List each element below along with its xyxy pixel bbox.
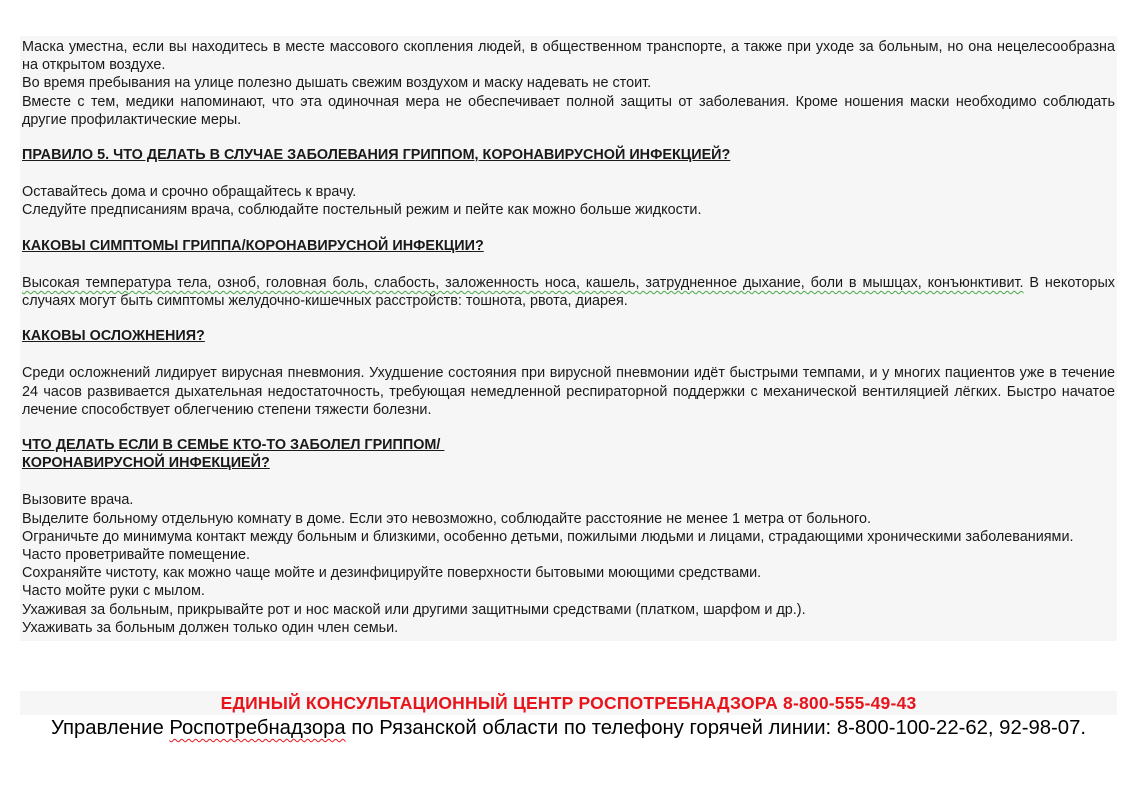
family-item: Вызовите врача.: [22, 492, 134, 509]
hotline-agency-name: Роспотребнадзора: [169, 717, 346, 739]
complications-heading: КАКОВЫ ОСЛОЖНЕНИЯ?: [22, 328, 205, 345]
intro-paragraph-2: Во время пребывания на улице полезно дышать свежим воздухом и маску надевать не стоит.: [22, 75, 652, 92]
symptoms-extra-text: В некоторых случаях могут быть симптомы желудочно-кишечных расстройств: тошнота, рвота, диарея.: [22, 274, 1115, 310]
hotline-suffix: по Рязанской области по телефону горячей линии: 8-800-100-22-62, 92-98-07.: [345, 717, 1087, 739]
family-item: Выделите больному отдельную комнату в доме. Если это невозможно, соблюдайте расстояние не менее 1 метра от больного.: [22, 510, 871, 527]
family-item: Ограничьте до минимума контакт между больным и близкими, особенно детьми, пожилыми людьми и лицами, страдающими хроническими заболеваниями.: [22, 528, 1074, 545]
rule5-paragraph-1: Оставайтесь дома и срочно обращайтесь к врачу.: [22, 184, 357, 201]
family-item: Сохраняйте чистоту, как можно чаще мойте и дезинфицируйте поверхности бытовыми моющими средствами.: [22, 565, 762, 582]
family-item: Ухаживать за больным должен только один член семьи.: [22, 619, 399, 636]
footer: [20, 691, 1117, 741]
family-heading-line-2: КОРОНАВИРУСНОЙ ИНФЕКЦИЕЙ?: [22, 455, 270, 472]
rule5-heading: ПРАВИЛО 5. ЧТО ДЕЛАТЬ В СЛУЧАЕ ЗАБОЛЕВАНИЯ ГРИППОМ, КОРОНАВИРУСНОЙ ИНФЕКЦИЕЙ?: [22, 147, 731, 164]
family-item: Ухаживая за больным, прикрывайте рот и нос маской или другими защитными средствами (платком, шарфом и др.).: [22, 601, 806, 618]
symptoms-list-text: Высокая температура тела, озноб, головная боль, слабость, заложенность носа, кашель, затрудненное дыхание, боли в мышцах, конъюнктивит.: [22, 274, 1024, 291]
symptoms-paragraph: [22, 274, 1115, 310]
family-item: Часто мойте руки с мылом.: [22, 583, 205, 600]
intro-paragraph-3: Вместе с тем, медики напоминают, что эта одиночная мера не обеспечивает полной защиты от заболевания. Кроме ношения маски необходимо соблюдать другие профилактические меры.: [22, 93, 1115, 128]
family-heading-line-1: ЧТО ДЕЛАТЬ ЕСЛИ В СЕМЬЕ КТО-ТО ЗАБОЛЕЛ ГРИППОМ/: [22, 437, 445, 454]
family-item: Часто проветривайте помещение.: [22, 547, 250, 564]
consultation-center-line: ЕДИНЫЙ КОНСУЛЬТАЦИОННЫЙ ЦЕНТР РОСПОТРЕБНАДЗОРА 8-800-555-49-43: [220, 693, 917, 713]
rule5-paragraph-2: Следуйте предписаниям врача, соблюдайте постельный режим и пейте как можно больше жидкости.: [22, 202, 702, 219]
document-body: [20, 36, 1117, 641]
hotline-prefix: Управление: [50, 717, 170, 739]
complications-paragraph: Среди осложнений лидирует вирусная пневмония. Ухудшение состояния при вирусной пневмонии идёт быстрыми темпами, и у многих пациентов уже в течение 24 часов развивается дыхательная недостаточность, требующая немедленной респираторной поддержки с механической вентиляцией лёгких. Быстро начатое лечение способствует облегчению степени тяжести болезни.: [22, 365, 1115, 418]
symptoms-heading: КАКОВЫ СИМПТОМЫ ГРИППА/КОРОНАВИРУСНОЙ ИНФЕКЦИИ?: [22, 237, 484, 254]
hotline-line: [20, 715, 1117, 741]
intro-paragraph-1: Маска уместна, если вы находитесь в месте массового скопления людей, в общественном транспорте, а также при уходе за больным, но она нецелесообразна на открытом воздухе.: [22, 39, 1115, 74]
